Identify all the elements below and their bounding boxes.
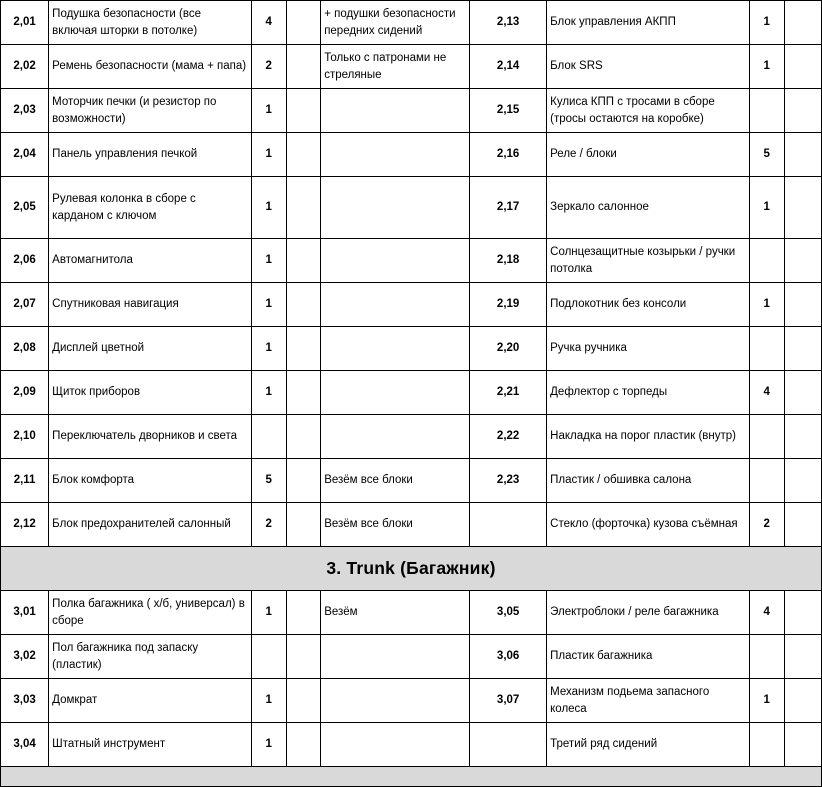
item-name: Моторчик печки (и резистор по возможности): [49, 89, 252, 133]
row-number: 2,02: [1, 45, 49, 89]
blank-cell-right: [784, 327, 821, 371]
item-name-right: Ручка ручника: [547, 327, 750, 371]
item-qty: 1: [251, 327, 286, 371]
blank-cell: [286, 679, 321, 723]
table-row: [1, 133, 822, 177]
row-number-right: 2,14: [470, 45, 547, 89]
blank-cell-right: [784, 503, 821, 547]
row-number: 3,03: [1, 679, 49, 723]
blank-cell: [286, 45, 321, 89]
row-number-right: 2,21: [470, 371, 547, 415]
item-name-right: Стекло (форточка) кузова съёмная: [547, 503, 750, 547]
item-qty-right: [749, 459, 784, 503]
row-number-right: 2,19: [470, 283, 547, 327]
item-note: [321, 133, 470, 177]
table-row: [1, 503, 822, 547]
row-number-right: 3,06: [470, 635, 547, 679]
item-qty-right: [749, 239, 784, 283]
table-row: [1, 371, 822, 415]
item-qty-right: 1: [749, 1, 784, 45]
item-qty: 2: [251, 503, 286, 547]
item-qty-right: [749, 723, 784, 767]
blank-cell-right: [784, 459, 821, 503]
row-number-right: [470, 503, 547, 547]
row-number: 2,03: [1, 89, 49, 133]
blank-cell: [286, 1, 321, 45]
item-name-right: Зеркало салонное: [547, 177, 750, 239]
item-name: Домкрат: [49, 679, 252, 723]
table-row: [1, 283, 822, 327]
item-qty-right: 1: [749, 45, 784, 89]
item-note: [321, 177, 470, 239]
item-qty: [251, 415, 286, 459]
item-note: [321, 89, 470, 133]
table-row: [1, 45, 822, 89]
item-qty-right: [749, 327, 784, 371]
blank-cell: [286, 327, 321, 371]
item-note: [321, 239, 470, 283]
blank-cell: [286, 591, 321, 635]
section-3-rows: [1, 591, 822, 767]
item-qty-right: 1: [749, 177, 784, 239]
item-note: [321, 415, 470, 459]
table-row: [1, 591, 822, 635]
row-number-right: 2,13: [470, 1, 547, 45]
table-row: [1, 459, 822, 503]
section-3-header: [1, 547, 822, 591]
blank-cell: [286, 635, 321, 679]
item-name-right: Электроблоки / реле багажника: [547, 591, 750, 635]
blank-cell-right: [784, 371, 821, 415]
blank-cell: [286, 283, 321, 327]
item-qty-right: [749, 635, 784, 679]
blank-cell-right: [784, 679, 821, 723]
table-row: [1, 635, 822, 679]
blank-cell: [286, 133, 321, 177]
blank-cell: [286, 415, 321, 459]
item-name-right: Солнцезащитные козырьки / ручки потолка: [547, 239, 750, 283]
item-name: Дисплей цветной: [49, 327, 252, 371]
item-qty: 1: [251, 89, 286, 133]
blank-cell-right: [784, 177, 821, 239]
item-note: [321, 679, 470, 723]
item-name-right: Блок SRS: [547, 45, 750, 89]
item-name: Рулевая колонка в сборе с карданом с ключом: [49, 177, 252, 239]
blank-cell: [286, 89, 321, 133]
blank-cell-right: [784, 239, 821, 283]
item-note: + подушки безопасности передних сидений: [321, 1, 470, 45]
table-row: [1, 1, 822, 45]
row-number-right: 3,05: [470, 591, 547, 635]
item-name-right: Кулиса КПП с тросами в сборе (тросы остаются на коробке): [547, 89, 750, 133]
blank-cell-right: [784, 45, 821, 89]
item-name-right: Блок управления АКПП: [547, 1, 750, 45]
blank-cell: [286, 177, 321, 239]
row-number: 2,10: [1, 415, 49, 459]
item-name-right: Пластик багажника: [547, 635, 750, 679]
row-number-right: 2,15: [470, 89, 547, 133]
item-qty: 1: [251, 723, 286, 767]
row-number-right: 3,07: [470, 679, 547, 723]
item-name-right: Подлокотник без консоли: [547, 283, 750, 327]
item-name: Автомагнитола: [49, 239, 252, 283]
row-number-right: 2,23: [470, 459, 547, 503]
item-note: Везём все блоки: [321, 503, 470, 547]
item-name: Ремень безопасности (мама + папа): [49, 45, 252, 89]
item-note: [321, 327, 470, 371]
item-name: Пол багажника под запаску (пластик): [49, 635, 252, 679]
row-number: 2,09: [1, 371, 49, 415]
blank-cell-right: [784, 591, 821, 635]
row-number-right: 2,18: [470, 239, 547, 283]
item-qty-right: [749, 89, 784, 133]
item-note: Везём все блоки: [321, 459, 470, 503]
blank-cell: [286, 239, 321, 283]
item-name-right: Накладка на порог пластик (внутр): [547, 415, 750, 459]
row-number: 2,06: [1, 239, 49, 283]
item-name: Подушка безопасности (все включая шторки в потолке): [49, 1, 252, 45]
item-name-right: Механизм подьема запасного колеса: [547, 679, 750, 723]
row-number: 2,08: [1, 327, 49, 371]
item-name-right: Реле / блоки: [547, 133, 750, 177]
item-name-right: Третий ряд сидений: [547, 723, 750, 767]
section-title: 3. Trunk (Багажник): [1, 547, 822, 591]
item-name: Спутниковая навигация: [49, 283, 252, 327]
item-qty: 1: [251, 283, 286, 327]
blank-cell: [286, 459, 321, 503]
row-number-right: [470, 723, 547, 767]
item-note: [321, 635, 470, 679]
blank-cell-right: [784, 723, 821, 767]
item-qty-right: 1: [749, 283, 784, 327]
blank-cell: [286, 371, 321, 415]
item-name: Щиток приборов: [49, 371, 252, 415]
item-name-right: Пластик / обшивка салона: [547, 459, 750, 503]
row-number: 3,04: [1, 723, 49, 767]
item-name: Панель управления печкой: [49, 133, 252, 177]
row-number-right: 2,22: [470, 415, 547, 459]
row-number: 3,01: [1, 591, 49, 635]
table-row: [1, 177, 822, 239]
item-note: [321, 371, 470, 415]
item-qty: 1: [251, 591, 286, 635]
table-row: [1, 679, 822, 723]
blank-cell-right: [784, 635, 821, 679]
table-row: [1, 89, 822, 133]
item-note: Только с патронами не стреляные: [321, 45, 470, 89]
item-qty: 1: [251, 239, 286, 283]
row-number: 3,02: [1, 635, 49, 679]
item-qty-right: 2: [749, 503, 784, 547]
blank-cell-right: [784, 133, 821, 177]
blank-cell-right: [784, 283, 821, 327]
blank-cell: [286, 723, 321, 767]
item-qty-right: 5: [749, 133, 784, 177]
item-qty: [251, 635, 286, 679]
item-qty-right: [749, 415, 784, 459]
item-name: Штатный инструмент: [49, 723, 252, 767]
row-number-right: 2,20: [470, 327, 547, 371]
row-number: 2,12: [1, 503, 49, 547]
item-name-right: Дефлектор с торпеды: [547, 371, 750, 415]
item-qty: 1: [251, 133, 286, 177]
blank-cell-right: [784, 415, 821, 459]
item-qty: 1: [251, 679, 286, 723]
item-qty-right: 1: [749, 679, 784, 723]
item-qty-right: 4: [749, 371, 784, 415]
row-number: 2,05: [1, 177, 49, 239]
item-name: Блок комфорта: [49, 459, 252, 503]
item-qty-right: 4: [749, 591, 784, 635]
item-qty: 1: [251, 371, 286, 415]
row-number: 2,07: [1, 283, 49, 327]
item-qty: 1: [251, 177, 286, 239]
row-number: 2,01: [1, 1, 49, 45]
item-qty: 2: [251, 45, 286, 89]
row-number: 2,11: [1, 459, 49, 503]
item-name: Переключатель дворников и света: [49, 415, 252, 459]
blank-cell-right: [784, 1, 821, 45]
item-name: Блок предохранителей салонный: [49, 503, 252, 547]
table-row: [1, 239, 822, 283]
blank-cell-right: [784, 89, 821, 133]
item-note: [321, 283, 470, 327]
item-note: Везём: [321, 591, 470, 635]
item-qty: 5: [251, 459, 286, 503]
table-row: [1, 327, 822, 371]
blank-cell: [286, 503, 321, 547]
item-name: Полка багажника ( х/б, универсал) в сборе: [49, 591, 252, 635]
section-2-rows: [1, 1, 822, 547]
table-row: [1, 415, 822, 459]
item-qty: 4: [251, 1, 286, 45]
row-number-right: 2,16: [470, 133, 547, 177]
row-number: 2,04: [1, 133, 49, 177]
table-row: [1, 723, 822, 767]
item-note: [321, 723, 470, 767]
row-number-right: 2,17: [470, 177, 547, 239]
